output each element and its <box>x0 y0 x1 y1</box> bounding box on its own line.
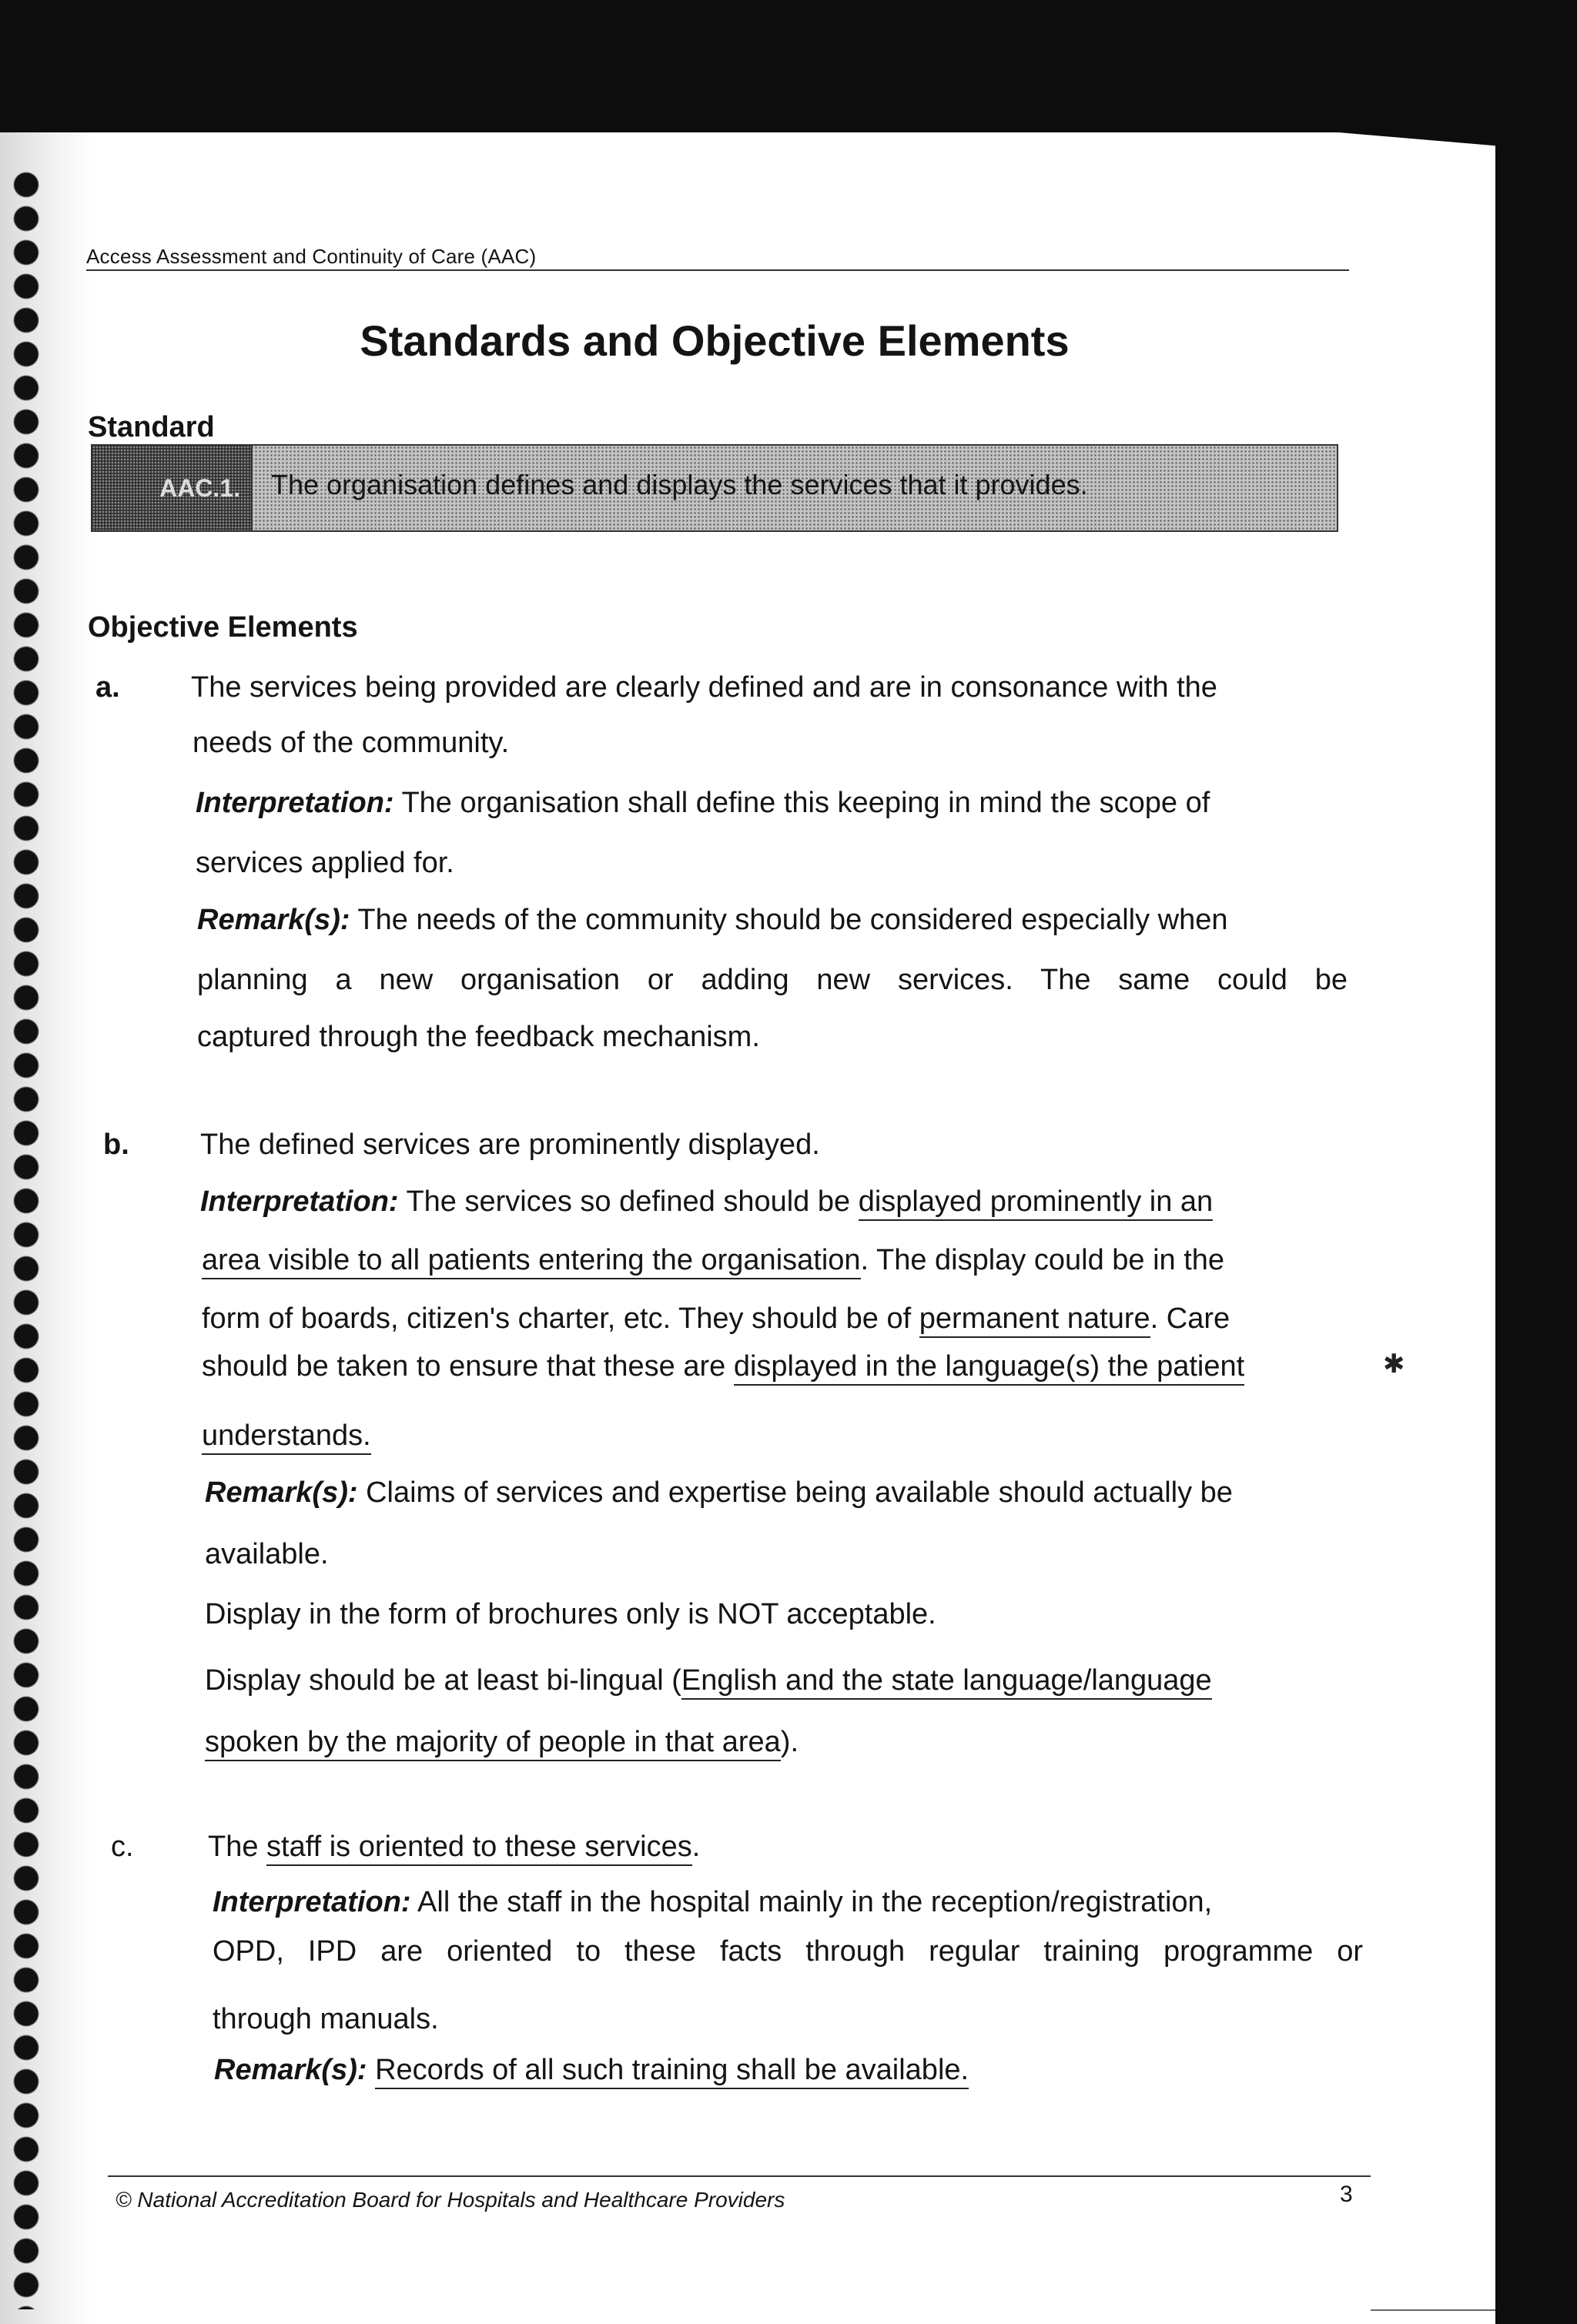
underlined-text: spoken by the majority of people in that area <box>205 1726 781 1761</box>
running-header: Access Assessment and Continuity of Care (AAC) <box>86 245 537 268</box>
underlined-text: displayed prominently in an <box>859 1185 1214 1221</box>
interpretation-text: The organisation shall define this keeping in mind the scope of <box>401 787 1210 819</box>
underlined-text: staff is oriented to these services <box>266 1831 692 1866</box>
element-b-interpretation-line <box>202 1301 1230 1336</box>
element-b-remark-line <box>205 1663 1212 1698</box>
interpretation-text: form of boards, citizen's charter, etc. They should be of <box>202 1302 919 1335</box>
scan-right-border <box>1495 0 1577 2324</box>
remark-label: Remark(s): <box>214 2054 367 2086</box>
underlined-text: permanent nature <box>919 1302 1150 1338</box>
interpretation-text: should be taken to ensure that these are <box>202 1350 734 1383</box>
page-title: Standards and Objective Elements <box>360 316 1070 365</box>
element-c-remark <box>214 2052 969 2088</box>
element-a-interpretation-line: services applied for. <box>196 847 454 879</box>
interpretation-label: Interpretation: <box>196 787 394 819</box>
interpretation-text: . The display could be in the <box>860 1244 1225 1276</box>
element-b-interpretation-line <box>202 1242 1224 1278</box>
page-number: 3 <box>1340 2182 1353 2207</box>
element-c-marker: c. <box>111 1831 134 1863</box>
underlined-text: area visible to all patients entering the organisation <box>202 1244 861 1279</box>
element-a-remark-line: captured through the feedback mechanism. <box>197 1021 760 1053</box>
element-b-text: The defined services are prominently displayed. <box>200 1129 820 1161</box>
element-b-remark-line <box>205 1724 799 1760</box>
remark-text: ). <box>780 1726 799 1758</box>
element-b-remark <box>205 1475 1233 1510</box>
element-b-interpretation <box>200 1184 1213 1219</box>
standard-code: AAC.1. <box>92 446 253 530</box>
element-b-remark-line: available. <box>205 1538 329 1570</box>
element-b-marker: b. <box>103 1129 129 1161</box>
standard-heading: Standard <box>88 411 215 443</box>
element-a-interpretation <box>196 785 1210 821</box>
remark-text: The needs of the community should be considered especially when <box>357 904 1228 936</box>
underlined-text: displayed in the language(s) the patient <box>734 1350 1244 1386</box>
element-c-interpretation-line: OPD, IPD are oriented to these facts through regular training programme or <box>213 1935 1363 1968</box>
interpretation-text: . Care <box>1150 1302 1230 1335</box>
element-b-interpretation-line <box>202 1418 371 1453</box>
interpretation-text: All the staff in the hospital mainly in the reception/registration, <box>417 1886 1213 1918</box>
element-c-text-part: . <box>691 1831 701 1863</box>
element-a-text-line: The services being provided are clearly defined and are in consonance with the <box>191 671 1217 704</box>
element-a-remark <box>197 902 1228 938</box>
element-a-text-line: needs of the community. <box>193 727 510 759</box>
interpretation-text: The services so defined should be <box>406 1185 859 1218</box>
footer-copyright: © National Accreditation Board for Hospitals and Healthcare Providers <box>116 2188 785 2212</box>
remark-text: Claims of services and expertise being available should actually be <box>366 1476 1233 1509</box>
scan-top-border <box>0 0 1577 132</box>
element-b-interpretation-line <box>202 1349 1244 1384</box>
footer-rule <box>108 2175 1371 2177</box>
interpretation-label: Interpretation: <box>213 1886 411 1918</box>
underlined-text: English and the state language/language <box>681 1664 1212 1700</box>
header-rule <box>86 269 1349 271</box>
underlined-text: understands. <box>202 1419 371 1455</box>
standard-text: The organisation defines and displays the services that it provides. <box>271 469 1088 500</box>
underlined-text: Records of all such training shall be available. <box>375 2054 969 2089</box>
element-a-remark-line: planning a new organisation or adding new services. The same could be <box>197 964 1348 996</box>
element-c-text-part: The <box>208 1831 267 1863</box>
element-b-remark-line: Display in the form of brochures only is NOT acceptable. <box>205 1598 936 1630</box>
element-c-text <box>208 1829 700 1864</box>
interpretation-label: Interpretation: <box>200 1185 399 1218</box>
spiral-binding-holes <box>11 169 42 2309</box>
standard-box <box>91 444 1338 532</box>
objective-elements-heading: Objective Elements <box>88 611 358 644</box>
element-c-interpretation <box>213 1884 1212 1920</box>
element-c-interpretation-line: through manuals. <box>213 2003 439 2035</box>
handwritten-star-mark: ✱ <box>1383 1349 1405 1379</box>
remark-label: Remark(s): <box>205 1476 358 1509</box>
page-edge-line <box>1371 2309 1495 2311</box>
element-a-marker: a. <box>95 671 120 704</box>
remark-text: Display should be at least bi-lingual ( <box>205 1664 681 1697</box>
remark-label: Remark(s): <box>197 904 350 936</box>
